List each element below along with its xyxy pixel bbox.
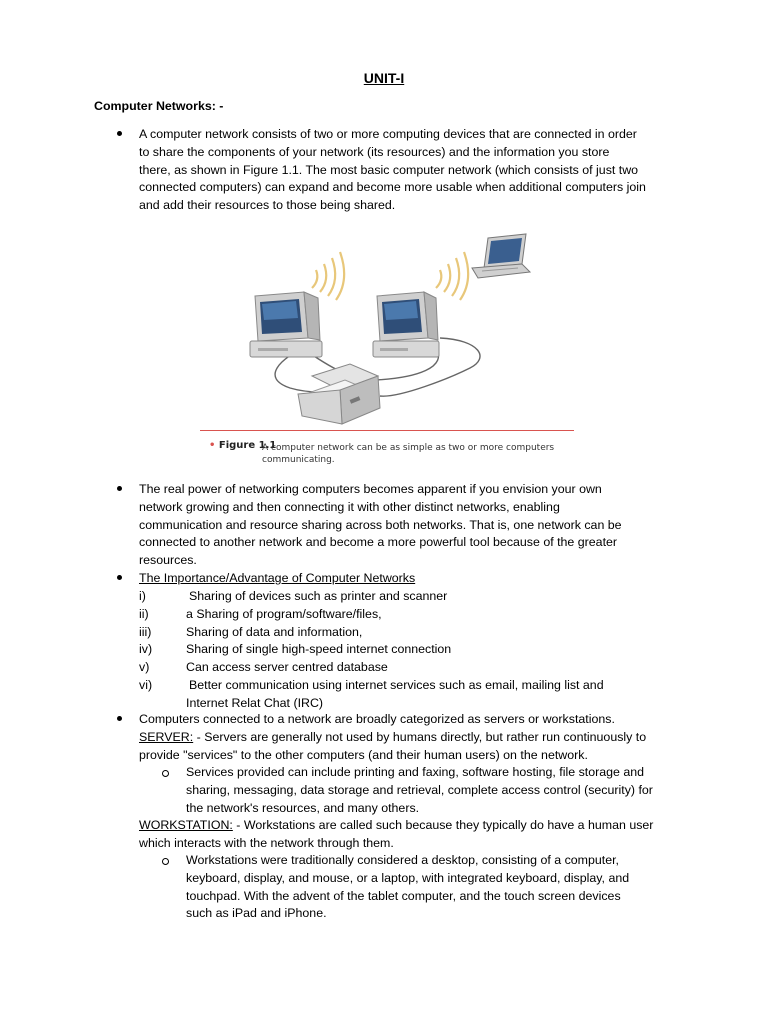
text-line: A computer network consists of two or more computing devices that are connected in order <box>139 127 637 141</box>
workstation-description-paragraph <box>186 852 696 923</box>
text-line: sharing, messaging, data storage and retrieval, complete access control (security) for <box>186 782 653 797</box>
list-number: vi) <box>139 678 153 692</box>
server-services-paragraph <box>186 764 696 817</box>
figure-1-1 <box>200 228 576 474</box>
server-paragraph <box>139 729 699 765</box>
text-line: communication and resource sharing across both networks. That is, one network can be <box>139 517 622 532</box>
paragraph-network-definition <box>139 126 699 215</box>
text-line: The real power of networking computers becomes apparent if you envision your own <box>139 482 602 496</box>
text-line: Services provided can include printing and faxing, software hosting, file storage and <box>186 765 645 779</box>
text-line: to share the components of your network (its resources) and the information you store <box>139 144 610 159</box>
sub-bullet <box>162 770 169 777</box>
text-line: resources. <box>139 553 197 568</box>
list-item-continuation: Internet Relat Chat (IRC) <box>186 695 324 710</box>
list-item: Better communication using internet services such as email, mailing list and <box>189 678 604 692</box>
text-line: - Workstations are called such because they typically do have a human user <box>232 818 654 832</box>
list-number: v) <box>139 660 150 675</box>
importance-heading: The Importance/Advantage of Computer Networks <box>139 571 416 585</box>
list-item: a Sharing of program/software/files, <box>186 606 382 621</box>
figure-divider <box>200 430 574 431</box>
list-number: i) <box>139 589 146 603</box>
bullet-point <box>117 575 122 580</box>
printer-icon <box>298 364 380 424</box>
text-line: provide "services" to the other computers (and their human users) on the network. <box>139 747 588 762</box>
text-line: and add their resources to those being shared. <box>139 198 396 213</box>
text-line: connected computers) can expand and become more usable when additional computers join <box>139 180 646 195</box>
network-illustration <box>200 228 576 428</box>
bullet-point <box>117 131 122 136</box>
section-heading: Computer Networks: - <box>94 99 224 113</box>
text-line: keyboard, display, and mouse, or a laptop, with integrated keyboard, display, and <box>186 870 630 885</box>
text-line: network growing and then connecting it with other distinct networks, enabling <box>139 499 560 514</box>
list-number: iii) <box>139 624 152 639</box>
text-line: such as iPad and iPhone. <box>186 906 327 921</box>
list-item: Sharing of data and information, <box>186 624 363 639</box>
caption-line: A computer network can be as simple as two or more computers <box>262 443 555 453</box>
list-item: Sharing of devices such as printer and scanner <box>189 589 448 603</box>
list-number: iv) <box>139 642 153 657</box>
paragraph-networking-power <box>139 481 699 570</box>
workstation-label: WORKSTATION: <box>139 818 233 832</box>
wireless-signal-icon <box>312 252 344 300</box>
laptop-icon <box>472 234 530 278</box>
list-item: Can access server centred database <box>186 660 388 675</box>
server-label: SERVER: <box>139 730 194 744</box>
bullet-point <box>117 486 122 491</box>
caption-line: communicating. <box>262 455 335 465</box>
text-line: which interacts with the network through them. <box>139 835 394 850</box>
wireless-signal-icon <box>436 252 468 300</box>
bullet-point <box>117 716 122 721</box>
paragraph-servers-workstations: Computers connected to a network are broadly categorized as servers or workstations. <box>139 712 615 726</box>
text-line: touchpad. With the advent of the tablet computer, and the touch screen devices <box>186 888 621 903</box>
advantages-list <box>0 588 768 713</box>
text-line: connected to another network and become a more powerful tool because of the greater <box>139 535 618 550</box>
sub-bullet <box>162 858 169 865</box>
list-item: Sharing of single high-speed internet connection <box>186 642 452 657</box>
text-line: Workstations were traditionally considered a desktop, consisting of a computer, <box>186 853 619 867</box>
list-number: ii) <box>139 606 149 621</box>
workstation-paragraph <box>139 817 699 853</box>
text-line: there, as shown in Figure 1.1. The most basic computer network (which consists of just two <box>139 162 639 177</box>
figure-number: • Figure 1.1 <box>209 440 277 451</box>
desktop-computer-icon <box>250 292 322 357</box>
desktop-computer-icon <box>373 292 439 357</box>
page-title: UNIT-I <box>363 70 405 86</box>
text-line: - Servers are generally not used by humans directly, but rather run continuously to <box>193 730 647 744</box>
text-line: the network's resources, and many others. <box>186 800 420 815</box>
